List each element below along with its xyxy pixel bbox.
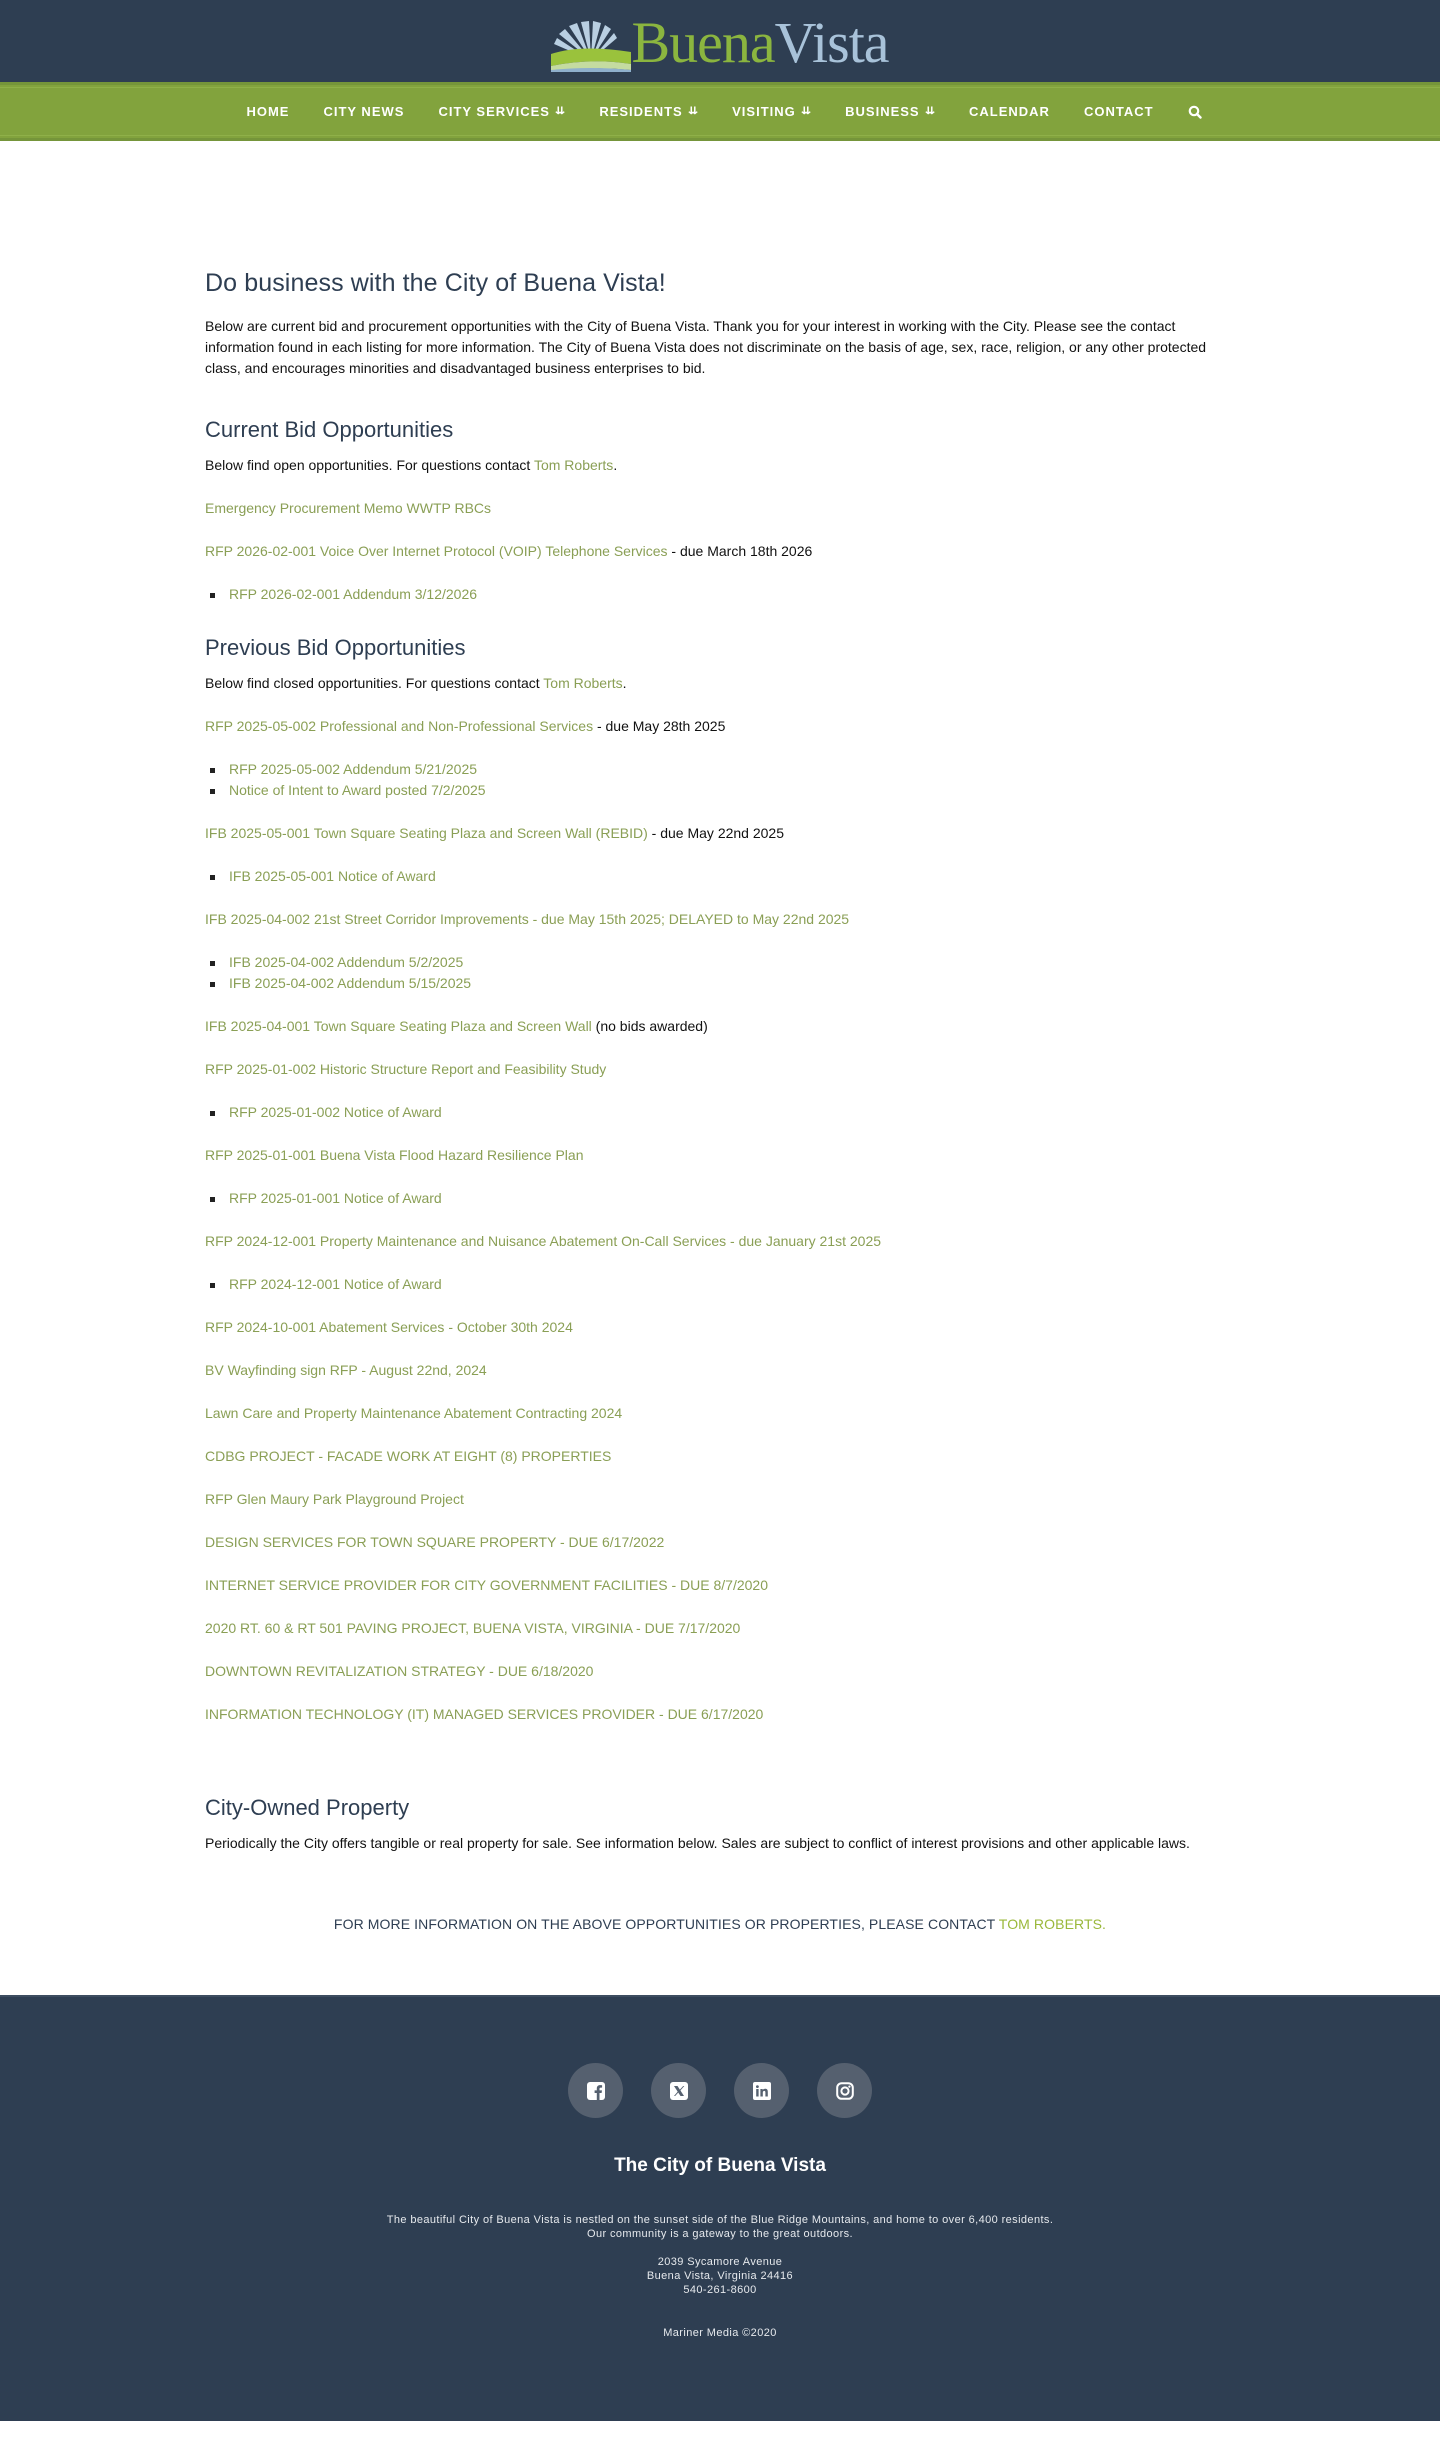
bid-sublink[interactable]: RFP 2025-01-001 Notice of Award — [229, 1190, 442, 1206]
chevron-double-down-icon: ⇊ — [687, 105, 700, 117]
bid-sublink[interactable]: Notice of Intent to Award posted 7/2/2025 — [229, 782, 486, 798]
nav-label: CITY NEWS — [323, 104, 405, 119]
chevron-double-down-icon: ⇊ — [554, 105, 567, 117]
nav-label: CITY SERVICES — [438, 104, 550, 119]
nav-label: CONTACT — [1083, 104, 1154, 119]
footer-credit: Mariner Media ©2020 — [663, 2327, 777, 2339]
bid-sublink[interactable]: RFP 2025-05-002 Addendum 5/21/2025 — [229, 761, 478, 777]
linkedin-icon — [753, 2082, 771, 2100]
site-footer — [0, 1995, 1440, 2421]
current-bids-heading: Current Bid Opportunities — [205, 417, 454, 442]
contact-period: . — [613, 457, 618, 473]
bid-item — [205, 823, 1235, 844]
linkedin-button[interactable] — [734, 2063, 789, 2118]
nav-item-visiting[interactable] — [715, 85, 828, 138]
search-button[interactable] — [1171, 105, 1219, 119]
nav-label: BUSINESS — [845, 104, 920, 119]
nav-label: RESIDENTS — [599, 104, 683, 119]
facebook-icon — [587, 2082, 605, 2100]
bid-link[interactable]: RFP 2025-01-001 Buena Vista Flood Hazard Resilience Plan — [205, 1147, 584, 1163]
bid-link[interactable]: IFB 2025-04-001 Town Square Seating Plaza and Screen Wall — [205, 1018, 592, 1034]
footer-phone: 540-261-8600 — [683, 2284, 757, 2296]
bid-status-text: (no bids awarded) — [591, 1018, 708, 1034]
bid-subitem — [229, 1274, 1235, 1295]
bid-link[interactable]: RFP Glen Maury Park Playground Project — [205, 1491, 464, 1507]
facebook-button[interactable] — [568, 2063, 623, 2118]
bid-subitem — [229, 952, 1235, 973]
chevron-double-down-icon: ⇊ — [924, 105, 936, 117]
bid-sublink[interactable]: RFP 2024-12-001 Notice of Award — [229, 1276, 442, 1292]
bid-subitem — [229, 866, 1235, 887]
bid-status-text: - due May 28th 2025 — [593, 718, 726, 734]
bid-due-date: - due March 18th 2026 — [667, 543, 813, 559]
bid-link[interactable]: DESIGN SERVICES FOR TOWN SQUARE PROPERTY - DUE 6/17/2022 — [205, 1534, 665, 1550]
footer-street: 2039 Sycamore Avenue — [657, 2256, 783, 2268]
previous-bids-section — [205, 635, 1235, 1725]
bid-sublist — [205, 759, 1235, 801]
current-bids-section — [205, 417, 1235, 605]
sunrise-logo-icon — [551, 20, 631, 72]
instagram-button[interactable] — [817, 2063, 872, 2118]
nav-item-city-news[interactable] — [306, 85, 421, 138]
bid-item — [205, 1231, 1235, 1252]
city-owned-property-section — [205, 1795, 1235, 1854]
main-content — [205, 141, 1235, 1995]
nav-item-calendar[interactable] — [952, 85, 1067, 138]
bid-item — [205, 1403, 1235, 1424]
nav-item-business[interactable] — [828, 85, 952, 138]
bid-link[interactable]: Lawn Care and Property Maintenance Abatement Contracting 2024 — [205, 1405, 623, 1421]
footer-desc-line: The beautiful City of Buena Vista is nestled on the sunset side of the Blue Ridge Mountains, and home to over 6,400 residents. — [386, 2214, 1054, 2226]
bid-item — [205, 1317, 1235, 1338]
instagram-icon — [836, 2082, 854, 2100]
bid-sublist — [205, 1102, 1235, 1123]
logo-text-buena: Buena — [631, 10, 775, 75]
bid-sublink[interactable]: RFP 2026-02-001 Addendum 3/12/2026 — [229, 586, 478, 602]
bid-sublink[interactable]: RFP 2025-01-002 Notice of Award — [229, 1104, 442, 1120]
search-icon — [1188, 105, 1202, 119]
bid-subitem — [229, 1188, 1235, 1209]
footer-desc-line: Our community is a gateway to the great outdoors. — [587, 2228, 853, 2240]
more-info-contact — [205, 1914, 1235, 1935]
chevron-double-down-icon: ⇊ — [800, 105, 813, 117]
bid-item — [205, 541, 1235, 562]
bid-link[interactable]: IFB 2025-05-001 Town Square Seating Plaza and Screen Wall (REBID) — [205, 825, 648, 841]
bid-link[interactable]: RFP 2026-02-001 Voice Over Internet Protocol (VOIP) Telephone Services — [205, 543, 668, 559]
bid-status-text: - due May 22nd 2025 — [647, 825, 785, 841]
footer-title: The City of Buena Vista — [614, 2155, 826, 2176]
site-header — [0, 0, 1440, 141]
previous-contact-line — [205, 673, 1235, 694]
bid-item — [205, 1704, 1235, 1725]
logo-text-vista: Vista — [774, 10, 889, 75]
bid-link[interactable]: DOWNTOWN REVITALIZATION STRATEGY - DUE 6/18/2020 — [205, 1663, 594, 1679]
bid-link[interactable]: RFP 2024-10-001 Abatement Services - October 30th 2024 — [205, 1319, 573, 1335]
site-logo[interactable] — [551, 10, 889, 75]
intro-paragraph: Below are current bid and procurement opportunities with the City of Buena Vista. Thank you for your interest in working with the City. Please see the contact information found in each listing for more information. The City of Buena Vista does not discriminate on the basis of age, sex, race, religion, or any other protected class, and encourages minorities and disadvantaged business enterprises to bid. — [205, 318, 1207, 376]
footer-address — [0, 2255, 1440, 2297]
nav-label: CALENDAR — [969, 104, 1050, 119]
nav-item-city-services[interactable] — [421, 85, 582, 138]
footer-city-state: Buena Vista, Virginia 24416 — [646, 2270, 794, 2282]
bid-link[interactable]: RFP 2024-12-001 Property Maintenance and Nuisance Abatement On-Call Services - due January 21st 2025 — [205, 1233, 882, 1249]
previous-bids-heading: Previous Bid Opportunities — [205, 635, 466, 660]
bid-link[interactable]: INTERNET SERVICE PROVIDER FOR CITY GOVERNMENT FACILITIES - DUE 8/7/2020 — [205, 1577, 768, 1593]
bid-item — [205, 716, 1235, 737]
bid-item — [205, 909, 1235, 930]
contact-tom-roberts-link[interactable]: Tom Roberts — [533, 457, 614, 473]
bid-link[interactable]: BV Wayfinding sign RFP - August 22nd, 2024 — [205, 1362, 487, 1378]
bid-sublist — [205, 1274, 1235, 1295]
bid-item — [205, 1532, 1235, 1553]
bid-link[interactable]: 2020 RT. 60 & RT 501 PAVING PROJECT, BUENA VISTA, VIRGINIA - DUE 7/17/2020 — [205, 1620, 741, 1636]
nav-item-residents[interactable] — [582, 85, 715, 138]
bid-item — [205, 498, 1235, 519]
bid-subitem — [229, 780, 1235, 801]
contact-tom-roberts-link[interactable]: Tom Roberts — [543, 675, 623, 691]
bid-item — [205, 1016, 1235, 1037]
bid-sublink[interactable]: IFB 2025-05-001 Notice of Award — [229, 868, 436, 884]
bid-sublist — [205, 866, 1235, 887]
x-twitter-button[interactable] — [651, 2063, 706, 2118]
bid-subitem — [229, 1102, 1235, 1123]
bid-item — [205, 1059, 1235, 1080]
property-heading: City-Owned Property — [205, 1795, 410, 1820]
bid-link[interactable]: CDBG PROJECT - FACADE WORK AT EIGHT (8) PROPERTIES — [205, 1448, 612, 1464]
bid-item — [205, 1145, 1235, 1166]
nav-items — [0, 85, 1440, 138]
property-text: Periodically the City offers tangible or real property for sale. See information below. Sales are subject to conflict of interest provisions and other applicable laws. — [205, 1835, 1190, 1851]
nav-label: HOME — [246, 104, 290, 119]
bid-sublink[interactable]: IFB 2025-04-002 Addendum 5/2/2025 — [229, 954, 464, 970]
nav-label: VISITING — [732, 104, 796, 119]
previous-bids-list — [205, 716, 1235, 1725]
bid-link[interactable]: IFB 2025-04-002 21st Street Corridor Improvements - due May 15th 2025; DELAYED to May 22nd 2025 — [205, 911, 850, 927]
nav-item-contact[interactable] — [1067, 85, 1171, 138]
bid-item — [205, 1618, 1235, 1639]
footer-description — [0, 2213, 1440, 2241]
contact-text: Below find open opportunities. For questions contact — [205, 457, 534, 473]
bid-item — [205, 1360, 1235, 1381]
contact-tom-roberts-link[interactable]: TOM ROBERTS. — [998, 1916, 1107, 1932]
contact-text: Below find closed opportunities. For questions contact — [205, 675, 544, 691]
contact-period: . — [622, 675, 627, 691]
more-info-text: FOR MORE INFORMATION ON THE ABOVE OPPORTUNITIES OR PROPERTIES, PLEASE CONTACT — [333, 1916, 999, 1932]
bid-link[interactable]: INFORMATION TECHNOLOGY (IT) MANAGED SERVICES PROVIDER - DUE 6/17/2020 — [205, 1706, 764, 1722]
current-contact-line — [205, 455, 1235, 476]
bid-link[interactable]: RFP 2025-01-002 Historic Structure Report and Feasibility Study — [205, 1061, 607, 1077]
bid-subitem — [229, 973, 1235, 994]
main-nav — [0, 82, 1440, 141]
bid-sublist — [205, 952, 1235, 994]
bid-subitem — [229, 584, 1235, 605]
bid-item — [205, 1575, 1235, 1596]
nav-item-home[interactable] — [229, 85, 306, 138]
bid-link[interactable]: RFP 2025-05-002 Professional and Non-Professional Services — [205, 718, 594, 734]
logo-bar — [0, 0, 1440, 82]
bid-link[interactable]: Emergency Procurement Memo WWTP RBCs — [205, 500, 492, 516]
bid-sublist — [205, 1188, 1235, 1209]
bid-item — [205, 1661, 1235, 1682]
social-links — [0, 2063, 1440, 2118]
bid-sublink[interactable]: IFB 2025-04-002 Addendum 5/15/2025 — [229, 975, 472, 991]
bid-item — [205, 1489, 1235, 1510]
bid-subitem — [229, 759, 1235, 780]
bid-sublist — [205, 584, 1235, 605]
x-twitter-icon — [670, 2082, 688, 2100]
bid-item — [205, 1446, 1235, 1467]
page-title: Do business with the City of Buena Vista! — [205, 269, 666, 297]
